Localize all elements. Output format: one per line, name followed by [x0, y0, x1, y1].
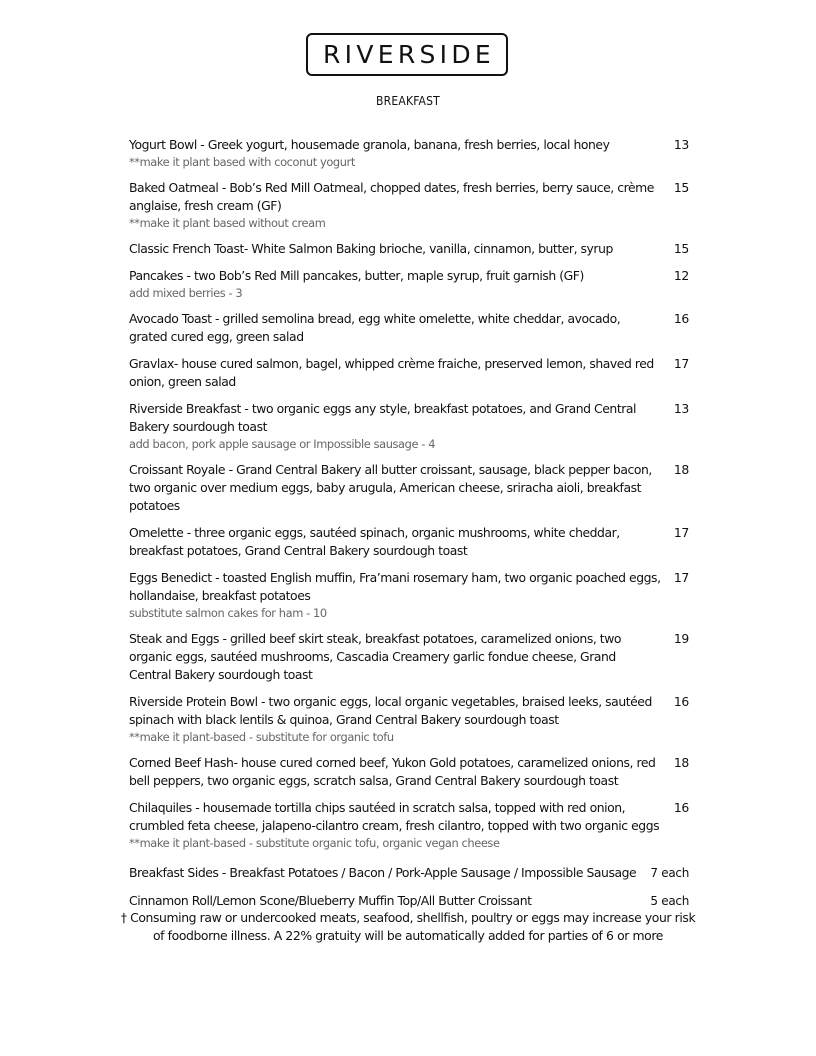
menu-item-row	[129, 754, 689, 790]
menu-item-note: **make it plant based without cream	[129, 216, 326, 230]
disclaimer: † Consuming raw or undercooked meats, seafood, shellfish, poultry or eggs may increase your risk of foodborne illness. A 22% gratuity will be automatically added for parties of 6 or more	[120, 910, 696, 943]
menu-item	[129, 136, 689, 170]
menu-item-price: 16	[673, 311, 689, 326]
menu-item	[129, 693, 689, 745]
menu-item	[129, 630, 689, 684]
menu-item	[129, 179, 689, 231]
menu-item-description: Riverside Breakfast - two organic eggs any style, breakfast potatoes, and Grand Central Bakery sourdough toast	[129, 401, 637, 434]
menu-item-row	[129, 569, 689, 605]
menu-list	[129, 136, 689, 910]
menu-item	[129, 754, 689, 790]
menu-item	[129, 569, 689, 621]
menu-item-price: 18	[673, 755, 689, 770]
side-item-row	[129, 864, 689, 882]
menu-item-row	[129, 240, 689, 258]
menu-item-row	[129, 310, 689, 346]
menu-item-price: 12	[673, 268, 689, 283]
menu-item-description: Gravlax- house cured salmon, bagel, whipped crème fraiche, preserved lemon, shaved red onion, green salad	[129, 356, 654, 389]
menu-item-price: 13	[673, 137, 689, 152]
menu-item	[129, 267, 689, 301]
menu-item	[129, 310, 689, 346]
side-item-price: 5 each	[650, 894, 689, 908]
menu-item-row	[129, 267, 689, 285]
menu-item-row	[129, 400, 689, 436]
menu-item-row	[129, 179, 689, 215]
menu-item-note: substitute salmon cakes for ham - 10	[129, 606, 327, 620]
menu-item-note: add mixed berries - 3	[129, 286, 243, 300]
logo	[306, 33, 508, 76]
menu-sides	[129, 864, 689, 910]
menu-item-price: 17	[673, 570, 689, 585]
menu-item-description: Croissant Royale - Grand Central Bakery all butter croissant, sausage, black pepper bacon, two organic over medium eggs, baby arugula, American cheese, sriracha aioli, breakfast potatoes	[129, 462, 652, 513]
menu-item-description: Chilaquiles - housemade tortilla chips sautéed in scratch salsa, topped with red onion, crumbled feta cheese, jalapeno-cilantro cream, fresh cilantro, topped with two organic eggs	[129, 800, 660, 833]
menu-item-description: Riverside Protein Bowl - two organic eggs, local organic vegetables, braised leeks, sautéed spinach with black lentils & quinoa, Grand Central Bakery sourdough toast	[129, 694, 652, 727]
menu-item-description: Corned Beef Hash- house cured corned beef, Yukon Gold potatoes, caramelized onions, red bell peppers, two organic eggs, scratch salsa, Grand Central Bakery sourdough toast	[129, 755, 656, 788]
menu-item-note: add bacon, pork apple sausage or Impossible sausage - 4	[129, 437, 436, 451]
menu-item-row	[129, 693, 689, 729]
menu-item-description: Pancakes - two Bob’s Red Mill pancakes, butter, maple syrup, fruit garnish (GF)	[129, 268, 584, 283]
menu-item-note: **make it plant-based - substitute for organic tofu	[129, 730, 394, 744]
menu-item	[129, 355, 689, 391]
menu-item-row	[129, 524, 689, 560]
side-item-row	[129, 892, 689, 910]
menu-item-price: 17	[673, 525, 689, 540]
menu-item-row	[129, 630, 689, 684]
menu-item-row	[129, 136, 689, 154]
menu-item	[129, 400, 689, 452]
menu-item	[129, 240, 689, 258]
menu-item	[129, 524, 689, 560]
menu-item	[129, 799, 689, 851]
menu-item-price: 19	[673, 631, 689, 646]
menu-item-price: 16	[673, 800, 689, 815]
menu-item-row	[129, 799, 689, 835]
menu-item-description: Classic French Toast- White Salmon Baking brioche, vanilla, cinnamon, butter, syrup	[129, 241, 613, 256]
menu-item-description: Omelette - three organic eggs, sautéed spinach, organic mushrooms, white cheddar, breakfast potatoes, Grand Central Bakery sourdough toast	[129, 525, 620, 558]
menu-item	[129, 461, 689, 515]
menu-items	[129, 136, 689, 851]
menu-item-price: 15	[673, 180, 689, 195]
menu-item-row	[129, 355, 689, 391]
menu-item-description: Yogurt Bowl - Greek yogurt, housemade granola, banana, fresh berries, local honey	[129, 137, 610, 152]
menu-item-description: Avocado Toast - grilled semolina bread, egg white omelette, white cheddar, avocado, grated cured egg, green salad	[129, 311, 621, 344]
menu-item-price: 15	[673, 241, 689, 256]
side-item-description: Cinnamon Roll/Lemon Scone/Blueberry Muffin Top/All Butter Croissant	[129, 893, 532, 908]
menu-item-note: **make it plant-based - substitute organic tofu, organic vegan cheese	[129, 836, 500, 850]
menu-item-description: Steak and Eggs - grilled beef skirt steak, breakfast potatoes, caramelized onions, two organic eggs, sautéed mushrooms, Cascadia Creamery garlic fondue cheese, Grand Central Bakery sourdough toast	[129, 631, 622, 682]
menu-item-price: 16	[673, 694, 689, 709]
menu-item-description: Baked Oatmeal - Bob’s Red Mill Oatmeal, chopped dates, fresh berries, berry sauce, crème anglaise, fresh cream (GF)	[129, 180, 654, 213]
logo-text: RIVERSIDE	[322, 40, 495, 69]
menu-item-price: 17	[673, 356, 689, 371]
section-title: BREAKFAST	[376, 94, 440, 108]
menu-item-price: 18	[673, 462, 689, 477]
menu-item-description: Eggs Benedict - toasted English muffin, Fra’mani rosemary ham, two organic poached eggs, hollandaise, breakfast potatoes	[129, 570, 661, 603]
side-item-price: 7 each	[650, 866, 689, 880]
menu-item-note: **make it plant based with coconut yogurt	[129, 155, 355, 169]
menu-item-row	[129, 461, 689, 515]
menu-item-price: 13	[673, 401, 689, 416]
side-item-description: Breakfast Sides - Breakfast Potatoes / Bacon / Pork-Apple Sausage / Impossible Sausage	[129, 865, 637, 880]
